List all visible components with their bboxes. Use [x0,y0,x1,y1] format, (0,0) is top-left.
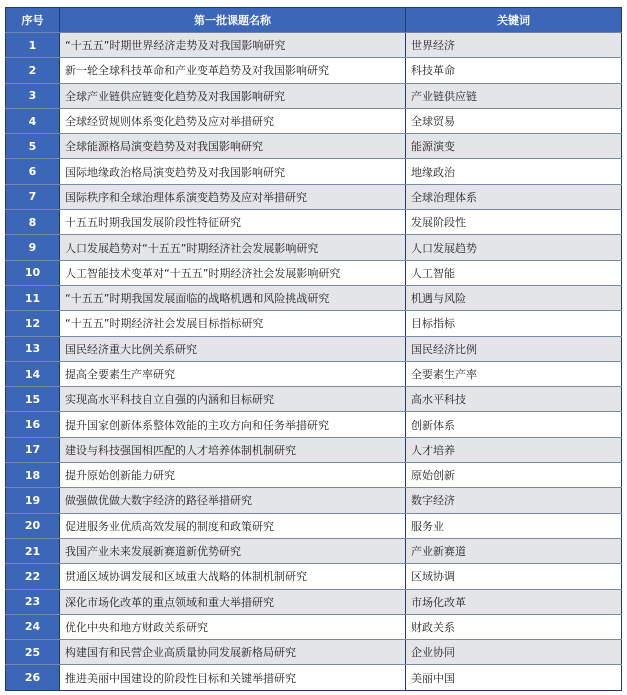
table-row [6,412,622,437]
topic-keyword: 创新体系 [406,412,622,437]
topic-title: 国际秩序和全球治理体系演变趋势及应对举措研究 [60,184,406,209]
table-row [6,260,622,285]
topic-title: 建设与科技强国相匹配的人才培养体制机制研究 [60,437,406,462]
row-number: 25 [6,640,60,665]
topic-title: 全球产业链供应链变化趋势及对我国影响研究 [60,83,406,108]
topic-keyword: 全要素生产率 [406,361,622,386]
topic-keyword: 目标指标 [406,311,622,336]
row-number: 23 [6,589,60,614]
table-row [6,285,622,310]
topic-keyword: 全球贸易 [406,108,622,133]
topic-keyword: 区域协调 [406,564,622,589]
row-number: 13 [6,336,60,361]
row-number: 18 [6,463,60,488]
row-number: 4 [6,108,60,133]
topic-keyword: 地缘政治 [406,159,622,184]
topic-title: 推进美丽中国建设的阶段性目标和关键举措研究 [60,665,406,690]
table-row [6,614,622,639]
table-row [6,58,622,83]
row-number: 3 [6,83,60,108]
table-row [6,184,622,209]
row-number: 24 [6,614,60,639]
table-header-row [6,8,622,33]
row-number: 6 [6,159,60,184]
row-number: 17 [6,437,60,462]
table-row [6,235,622,260]
topic-keyword: 企业协同 [406,640,622,665]
topic-keyword: 人才培养 [406,437,622,462]
topic-keyword: 原始创新 [406,463,622,488]
table-row [6,159,622,184]
row-number: 2 [6,58,60,83]
topic-title: 构建国有和民营企业高质量协同发展新格局研究 [60,640,406,665]
topic-title: 十五五时期我国发展阶段性特征研究 [60,210,406,235]
table-row [6,589,622,614]
topic-keyword: 国民经济比例 [406,336,622,361]
header-keyword: 关键词 [406,8,622,33]
topic-keyword: 服务业 [406,513,622,538]
topic-title: 全球经贸规则体系变化趋势及应对举措研究 [60,108,406,133]
row-number: 8 [6,210,60,235]
topic-keyword: 发展阶段性 [406,210,622,235]
table-row [6,210,622,235]
topic-keyword: 人口发展趋势 [406,235,622,260]
topic-keyword: 机遇与风险 [406,285,622,310]
table-row [6,513,622,538]
table-row [6,463,622,488]
row-number: 7 [6,184,60,209]
topic-keyword: 产业链供应链 [406,83,622,108]
row-number: 12 [6,311,60,336]
topic-title: 实现高水平科技自立自强的内涵和目标研究 [60,387,406,412]
table-row [6,665,622,690]
topic-title: 促进服务业优质高效发展的制度和政策研究 [60,513,406,538]
header-number: 序号 [6,8,60,33]
topic-title: 优化中央和地方财政关系研究 [60,614,406,639]
table-row [6,336,622,361]
row-number: 16 [6,412,60,437]
topic-title: 人工智能技术变革对“十五五”时期经济社会发展影响研究 [60,260,406,285]
topic-title: 新一轮全球科技革命和产业变革趋势及对我国影响研究 [60,58,406,83]
table-row [6,387,622,412]
row-number: 20 [6,513,60,538]
topic-keyword: 科技革命 [406,58,622,83]
topic-title: 提高全要素生产率研究 [60,361,406,386]
topic-title: 做强做优做大数字经济的路径举措研究 [60,488,406,513]
topic-title: “十五五”时期经济社会发展目标指标研究 [60,311,406,336]
table-row [6,437,622,462]
topic-title: “十五五”时期世界经济走势及对我国影响研究 [60,33,406,58]
header-topic-title: 第一批课题名称 [60,8,406,33]
table-row [6,134,622,159]
row-number: 21 [6,538,60,563]
topic-keyword: 产业新赛道 [406,538,622,563]
table-row [6,640,622,665]
topic-title: 提升原始创新能力研究 [60,463,406,488]
table-row [6,488,622,513]
row-number: 19 [6,488,60,513]
row-number: 14 [6,361,60,386]
topic-keyword: 人工智能 [406,260,622,285]
table-row [6,33,622,58]
topic-keyword: 财政关系 [406,614,622,639]
topic-title: 全球能源格局演变趋势及对我国影响研究 [60,134,406,159]
row-number: 9 [6,235,60,260]
topic-keyword: 美丽中国 [406,665,622,690]
topic-title: 提升国家创新体系整体效能的主攻方向和任务举措研究 [60,412,406,437]
topic-keyword: 市场化改革 [406,589,622,614]
table-row [6,311,622,336]
table-row [6,361,622,386]
table-row [6,564,622,589]
topic-title: 人口发展趋势对“十五五”时期经济社会发展影响研究 [60,235,406,260]
row-number: 5 [6,134,60,159]
row-number: 11 [6,285,60,310]
topic-title: 国民经济重大比例关系研究 [60,336,406,361]
topic-title: 国际地缘政治格局演变趋势及对我国影响研究 [60,159,406,184]
row-number: 15 [6,387,60,412]
table-row [6,538,622,563]
table-row [6,83,622,108]
row-number: 1 [6,33,60,58]
row-number: 26 [6,665,60,690]
topic-title: 我国产业未来发展新赛道新优势研究 [60,538,406,563]
table-body [6,33,622,691]
research-topics-table [5,7,622,691]
table-row [6,108,622,133]
topic-title: 贯通区域协调发展和区域重大战略的体制机制研究 [60,564,406,589]
topic-keyword: 能源演变 [406,134,622,159]
topic-keyword: 数字经济 [406,488,622,513]
topic-keyword: 高水平科技 [406,387,622,412]
row-number: 10 [6,260,60,285]
row-number: 22 [6,564,60,589]
topic-title: “十五五”时期我国发展面临的战略机遇和风险挑战研究 [60,285,406,310]
topic-title: 深化市场化改革的重点领域和重大举措研究 [60,589,406,614]
topic-keyword: 世界经济 [406,33,622,58]
topic-keyword: 全球治理体系 [406,184,622,209]
